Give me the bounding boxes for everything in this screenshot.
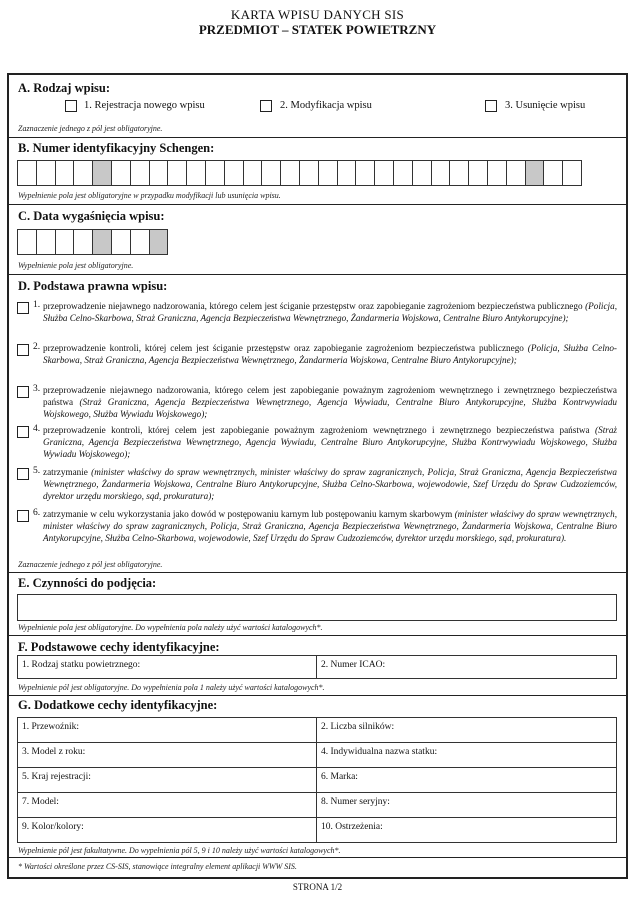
checkbox-legal-basis-3[interactable] (17, 386, 29, 398)
legal-basis-text: zatrzymanie w celu wykorzystania jako dowód w postępowaniu karnym lub postępowaniu karnym skarbowym (minister właściwy do spraw wewnętrznych, minister właściwy do spraw zagranicznych, Policja, Straż Graniczna, Agencja Bezpieczeństwa Wewnętrznego, Żandarmeria Wojskowa, Centralne Biuro Antykorupcyjne, Służba Celno-Skarbowa, wojewodowie, Szef Urzędu do Spraw Cudzoziemców, dyrektor urzędu morskiego, sąd, prokuratura). (43, 509, 618, 543)
form-title: KARTA WPISU DANYCH SIS (230, 7, 405, 22)
character-cell[interactable] (17, 229, 37, 255)
field-serial-number[interactable]: 8. Numer seryjny: (317, 793, 616, 818)
character-cell[interactable] (186, 160, 206, 186)
checkbox-delete-entry[interactable] (485, 100, 497, 112)
character-cell[interactable] (111, 229, 131, 255)
character-cell[interactable] (73, 160, 93, 186)
character-cell[interactable] (299, 160, 319, 186)
section-e-title: E. Czynności do podjęcia: (18, 576, 157, 590)
legal-basis-text: zatrzymanie (minister właściwy do spraw wewnętrznych, minister właściwy do spraw zagranicznych, Policja, Straż Graniczna, Agencja Bezpieczeństwa Wewnętrznego, Żandarmeria Wojskowa, Centralne Biuro Antykorupcyjne, Służba Celno-Skarbowa, wojewodowie, Szef Urzędu do Spraw Cudzoziemców, dyrektor urzędu morskiego, sąd, prokuratura); (43, 467, 618, 501)
field-aircraft-type[interactable]: 1. Rodzaj statku powietrznego: (18, 656, 317, 678)
section-f-note: Wypełnienie pól jest obligatoryjne. Do wypełnienia pola 1 należy użyć wartości katalogowych*. (18, 683, 325, 692)
character-cell[interactable] (130, 229, 150, 255)
checkbox-modify-entry[interactable] (260, 100, 272, 112)
character-cell[interactable] (55, 160, 75, 186)
checkbox-legal-basis-2[interactable] (17, 344, 29, 356)
legal-basis-num: 6. (33, 508, 41, 518)
field-model[interactable]: 7. Model: (18, 793, 317, 818)
section-d-title: D. Podstawa prawna wpisu: (18, 279, 168, 293)
character-cell[interactable] (130, 160, 150, 186)
expiry-date-cells[interactable] (17, 229, 167, 255)
field-model-year[interactable]: 3. Model z roku: (18, 743, 317, 768)
section-a-note: Zaznaczenie jednego z pól jest obligatoryjne. (18, 124, 163, 133)
character-cell[interactable] (431, 160, 451, 186)
field-icao-number[interactable]: 2. Numer ICAO: (321, 660, 386, 670)
label-modify-entry: 2. Modyfikacja wpisu (280, 100, 372, 111)
character-cell[interactable] (17, 160, 37, 186)
character-cell[interactable] (562, 160, 582, 186)
page-number: STRONA 1/2 (292, 882, 343, 892)
character-cell[interactable] (149, 229, 169, 255)
section-d-note: Zaznaczenie jednego z pól jest obligatoryjne. (18, 560, 163, 569)
character-cell[interactable] (149, 160, 169, 186)
field-aircraft-name[interactable]: 4. Indywidualna nazwa statku: (317, 743, 616, 768)
field-make[interactable]: 6. Marka: (317, 768, 616, 793)
character-cell[interactable] (525, 160, 545, 186)
character-cell[interactable] (374, 160, 394, 186)
character-cell[interactable] (167, 160, 187, 186)
character-cell[interactable] (73, 229, 93, 255)
field-engine-count[interactable]: 2. Liczba silników: (317, 718, 616, 743)
label-delete-entry: 3. Usunięcie wpisu (505, 100, 586, 111)
legal-basis-num: 4. (33, 424, 41, 434)
character-cell[interactable] (224, 160, 244, 186)
character-cell[interactable] (243, 160, 263, 186)
field-warnings[interactable]: 10. Ostrzeżenia: (321, 822, 383, 832)
character-cell[interactable] (393, 160, 413, 186)
character-cell[interactable] (92, 229, 112, 255)
character-cell[interactable] (55, 229, 75, 255)
character-cell[interactable] (337, 160, 357, 186)
section-b-note: Wypełnienie pola jest obligatoryjne w przypadku modyfikacji lub usunięcia wpisu. (18, 191, 281, 200)
checkbox-legal-basis-6[interactable] (17, 510, 29, 522)
legal-basis-text: przeprowadzenie kontroli, której celem jest ściganie przestępstw oraz zapobieganie zagrożeniom bezpieczeństwa publicznego (Policja, Służba Celno-Skarbowa, Straż Graniczna, Agencja Bezpieczeństwa Wewnętrznego, Żandarmeria Wojskowa, Centralne Biuro Antykorupcyjne); (43, 343, 617, 365)
checkbox-new-entry[interactable] (65, 100, 77, 112)
character-cell[interactable] (468, 160, 488, 186)
character-cell[interactable] (412, 160, 432, 186)
legal-basis-num: 1. (33, 300, 41, 310)
field-registration-country[interactable]: 5. Kraj rejestracji: (18, 768, 317, 793)
checkbox-legal-basis-1[interactable] (17, 302, 29, 314)
legal-basis-text: przeprowadzenie kontroli, której celem jest zapobieganie poważnym zagrożeniom wewnętrznego i zewnętrznego bezpieczeństwa państwa (Straż Graniczna, Agencja Bezpieczeństwa Wewnętrznego, Agencja Wywiadu, Centralne Biuro Antykorupcyjne, Służba Kontrwywiadu Wojskowego, Służba Wywiadu Wojskowego); (43, 425, 617, 459)
character-cell[interactable] (355, 160, 375, 186)
character-cell[interactable] (318, 160, 338, 186)
section-e-note: Wypełnienie pola jest obligatoryjne. Do wypełnienia pola należy użyć wartości katalogowych*. (18, 623, 323, 632)
section-a-title: A. Rodzaj wpisu: (18, 81, 111, 95)
character-cell[interactable] (280, 160, 300, 186)
section-b-title: B. Numer identyfikacyjny Schengen: (18, 141, 215, 155)
section-c-title: C. Data wygaśnięcia wpisu: (18, 209, 165, 223)
character-cell[interactable] (449, 160, 469, 186)
character-cell[interactable] (487, 160, 507, 186)
section-g-note: Wypełnienie pól jest fakultatywne. Do wypełnienia pól 5, 9 i 10 należy użyć wartości katalogowych*. (18, 846, 341, 855)
character-cell[interactable] (543, 160, 563, 186)
label-new-entry: 1. Rejestracja nowego wpisu (84, 100, 205, 111)
schengen-id-cells[interactable] (17, 160, 581, 186)
form-subtitle: PRZEDMIOT – STATEK POWIETRZNY (198, 22, 437, 37)
legal-basis-num: 5. (33, 466, 41, 476)
legal-basis-num: 3. (33, 384, 41, 394)
section-f-title: F. Podstawowe cechy identyfikacyjne: (18, 640, 220, 654)
field-colors[interactable]: 9. Kolor/kolory: (18, 818, 317, 842)
footnote: * Wartości określone przez CS-SIS, stanowiące integralny element aplikacji WWW SIS. (18, 862, 297, 871)
checkbox-legal-basis-5[interactable] (17, 468, 29, 480)
character-cell[interactable] (36, 229, 56, 255)
checkbox-legal-basis-4[interactable] (17, 426, 29, 438)
additional-features-grid (17, 717, 617, 843)
section-c-note: Wypełnienie pola jest obligatoryjne. (18, 261, 134, 270)
section-g-title: G. Dodatkowe cechy identyfikacyjne: (18, 698, 218, 712)
legal-basis-text: przeprowadzenie niejawnego nadzorowania, którego celem jest zapobieganie poważnym zagrożeniom wewnętrznego i zewnętrznego bezpieczeństwa państwa (Straż Graniczna, Agencja Bezpieczeństwa Wewnętrznego, Agencja Wywiadu, Centralne Biuro Antykorupcyjne, Służba Kontrwywiadu Wojskowego, Służba Wywiadu Wojskowego); (43, 385, 618, 419)
legal-basis-text: przeprowadzenie niejawnego nadzorowania, którego celem jest ściganie przestępstw oraz zapobieganie zagrożeniom bezpieczeństwa publicznego (Policja, Służba Celno-Skarbowa, Straż Graniczna, Agencja Bezpieczeństwa Wewnętrznego, Żandarmeria Wojskowa, Centralne Biuro Antykorupcyjne); (43, 301, 617, 323)
field-carrier[interactable]: 1. Przewoźnik: (18, 718, 317, 743)
basic-features-grid (17, 655, 617, 679)
character-cell[interactable] (111, 160, 131, 186)
character-cell[interactable] (36, 160, 56, 186)
character-cell[interactable] (92, 160, 112, 186)
character-cell[interactable] (261, 160, 281, 186)
character-cell[interactable] (506, 160, 526, 186)
legal-basis-num: 2. (33, 342, 41, 352)
actions-input[interactable] (17, 594, 617, 621)
character-cell[interactable] (205, 160, 225, 186)
